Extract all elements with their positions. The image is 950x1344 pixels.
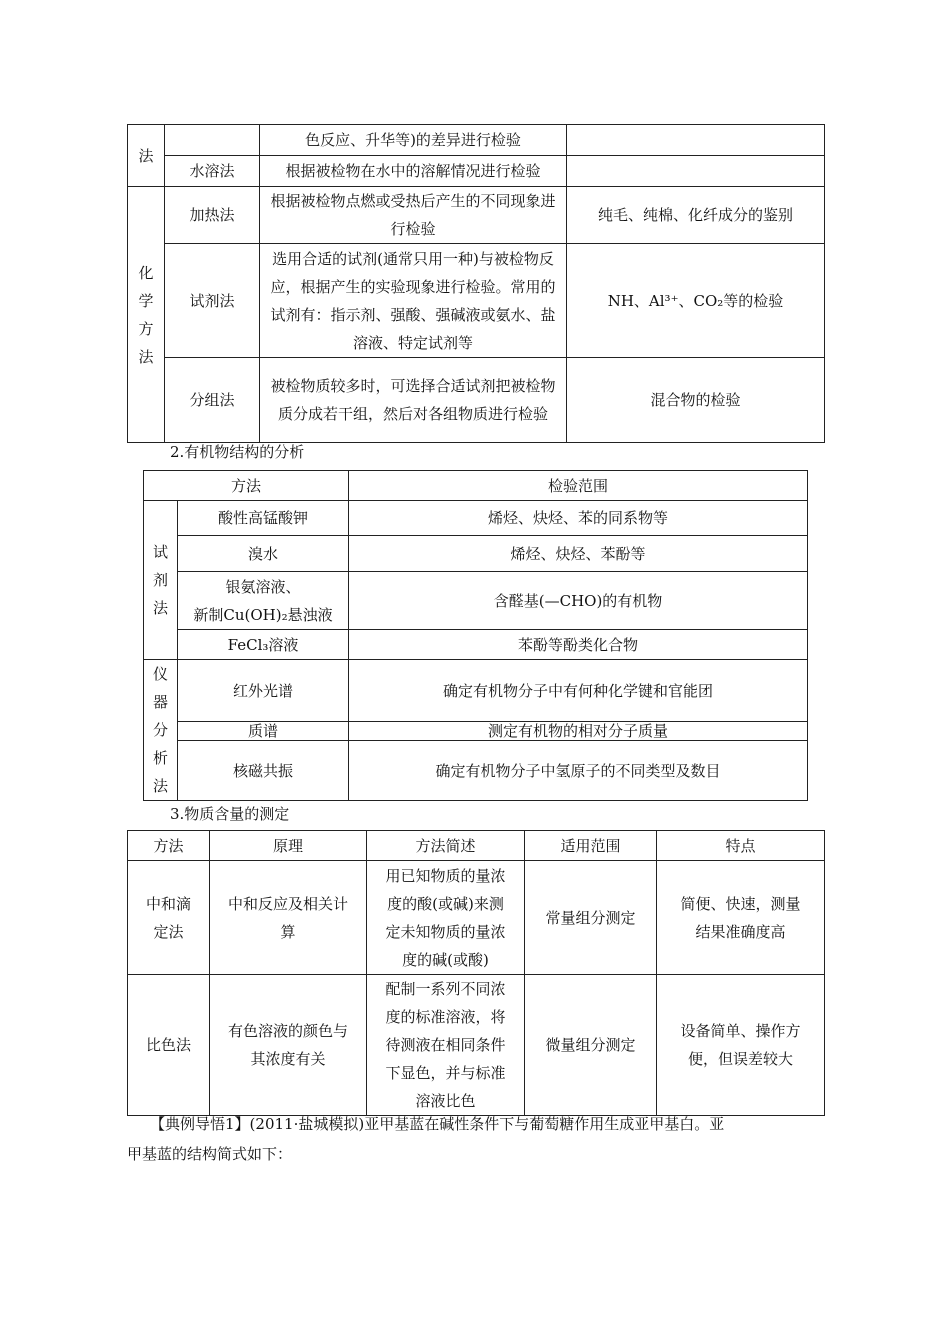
group-reagent-label: 试 剂 法 (144, 501, 178, 660)
method-cell: 红外光谱 (178, 660, 349, 722)
method-cell: 加热法 (165, 187, 260, 244)
description-cell: 选用合适的试剂(通常只用一种)与被检物反应，根据产生的实验现象进行检验。常用的试剂有：指示剂、强酸、强碱液或氨水、盐溶液、特定试剂等 (260, 244, 567, 358)
section-2-title: 2.有机物结构的分析 (170, 443, 305, 461)
detection-methods-table (127, 124, 825, 443)
scope-cell: 测定有机物的相对分子质量 (349, 722, 808, 741)
group-physical-label: 法 (128, 125, 165, 187)
method-cell: 质谱 (178, 722, 349, 741)
method-cell: 水溶法 (165, 156, 260, 187)
summary-cell: 用已知物质的量浓 度的酸(或碱)来测 定未知物质的量浓 度的碱(或酸) (367, 861, 525, 975)
principle-cell: 中和反应及相关计 算 (210, 861, 367, 975)
content-measurement-table (127, 830, 825, 1116)
description-cell: 被检物质较多时，可选择合适试剂把被检物质分成若干组，然后对各组物质进行检验 (260, 358, 567, 443)
description-cell: 根据被检物点燃或受热后产生的不同现象进行检验 (260, 187, 567, 244)
description-cell: 根据被检物在水中的溶解情况进行检验 (260, 156, 567, 187)
feature-cell: 设备简单、操作方 便，但误差较大 (657, 975, 825, 1116)
group-chemical-label: 化 学 方 法 (128, 187, 165, 443)
example-paragraph-line1: 【典例导悟1】(2011·盐城模拟)亚甲基蓝在碱性条件下与葡萄糖作用生成亚甲基白。亚 (150, 1115, 725, 1133)
method-cell: 比色法 (128, 975, 210, 1116)
scope-cell: 烯烃、炔烃、苯的同系物等 (349, 501, 808, 536)
header-principle: 原理 (210, 831, 367, 861)
example-cell: NH、Al³⁺、CO₂等的检验 (567, 244, 825, 358)
header-method: 方法 (128, 831, 210, 861)
method-cell: 银氨溶液、 新制Cu(OH)₂悬浊液 (178, 572, 349, 630)
header-scope: 检验范围 (349, 471, 808, 501)
method-cell: FeCl₃溶液 (178, 630, 349, 660)
example-cell (567, 125, 825, 156)
scope-cell: 微量组分测定 (525, 975, 657, 1116)
method-cell: 酸性高锰酸钾 (178, 501, 349, 536)
scope-cell: 常量组分测定 (525, 861, 657, 975)
method-cell: 中和滴 定法 (128, 861, 210, 975)
method-cell: 溴水 (178, 536, 349, 572)
method-cell: 试剂法 (165, 244, 260, 358)
example-cell (567, 156, 825, 187)
scope-cell: 确定有机物分子中有何种化学键和官能团 (349, 660, 808, 722)
section-3-title: 3.物质含量的测定 (170, 805, 290, 823)
principle-cell: 有色溶液的颜色与 其浓度有关 (210, 975, 367, 1116)
scope-cell: 烯烃、炔烃、苯酚等 (349, 536, 808, 572)
feature-cell: 简便、快速，测量 结果准确度高 (657, 861, 825, 975)
organic-structure-table (143, 470, 808, 801)
scope-cell: 苯酚等酚类化合物 (349, 630, 808, 660)
example-paragraph-line2: 甲基蓝的结构简式如下： (127, 1145, 293, 1163)
method-cell: 分组法 (165, 358, 260, 443)
scope-cell: 确定有机物分子中氢原子的不同类型及数目 (349, 741, 808, 801)
group-instrument-label: 仪 器 分 析 法 (144, 660, 178, 801)
summary-cell: 配制一系列不同浓 度的标准溶液，将 待测液在相同条件 下显色，并与标准 溶液比色 (367, 975, 525, 1116)
example-cell: 纯毛、纯棉、化纤成分的鉴别 (567, 187, 825, 244)
header-scope: 适用范围 (525, 831, 657, 861)
method-cell: 核磁共振 (178, 741, 349, 801)
description-cell: 色反应、升华等)的差异进行检验 (260, 125, 567, 156)
header-summary: 方法简述 (367, 831, 525, 861)
header-method: 方法 (144, 471, 349, 501)
example-cell: 混合物的检验 (567, 358, 825, 443)
scope-cell: 含醛基(—CHO)的有机物 (349, 572, 808, 630)
method-cell (165, 125, 260, 156)
header-feature: 特点 (657, 831, 825, 861)
